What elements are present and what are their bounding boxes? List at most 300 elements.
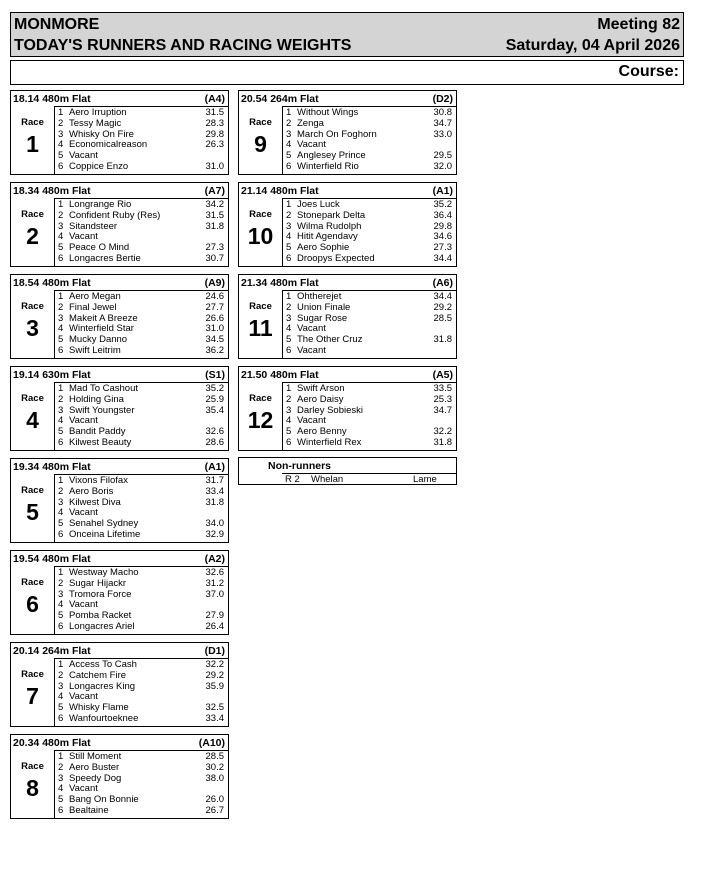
- dog-name: Onceina Lifetime: [69, 529, 141, 540]
- race-number: 10: [247, 223, 274, 249]
- dog-name: Catchem Fire: [69, 669, 127, 681]
- race-grade: (A5): [432, 369, 453, 381]
- dog-name: Makeit A Breeze: [69, 312, 138, 324]
- dog-name: Longacres Bertie: [69, 253, 141, 264]
- dog-name: Mucky Danno: [69, 334, 128, 346]
- race-card: [238, 274, 457, 359]
- dog-weight: 29.2: [433, 301, 452, 313]
- trap-number: 5: [58, 518, 64, 530]
- runner-row: [283, 313, 458, 324]
- dog-weight: 35.4: [205, 404, 224, 416]
- race-grade: (D1): [204, 645, 225, 657]
- race-label: Race: [21, 301, 44, 312]
- dog-weight: 27.3: [205, 242, 224, 254]
- course-label: Course:: [618, 63, 679, 80]
- trap-number: 4: [286, 323, 292, 335]
- dog-weight: 26.4: [205, 621, 224, 632]
- trap-number: 6: [286, 161, 292, 172]
- trap-number: 2: [58, 485, 64, 497]
- dog-name: Sugar Hijackr: [69, 577, 127, 589]
- runner-row: [283, 302, 458, 313]
- dog-name: March On Foghorn: [297, 128, 377, 140]
- runner-row: [283, 253, 458, 264]
- dog-name: Swift Youngster: [69, 404, 135, 416]
- trap-number: 4: [58, 139, 64, 151]
- dog-name: Westway Macho: [69, 567, 139, 578]
- race-title: 18.54 480m Flat: [13, 277, 91, 289]
- dog-name: Bandit Paddy: [69, 426, 126, 438]
- dog-name: Peace O Mind: [69, 242, 130, 254]
- race-label: Race: [249, 301, 272, 312]
- dog-name: Whisky On Fire: [69, 128, 134, 140]
- trap-number: 2: [58, 209, 64, 221]
- dog-name: Access To Cash: [69, 659, 137, 670]
- race-grade: (A6): [432, 277, 453, 289]
- trap-number: 3: [58, 128, 64, 140]
- dog-name: Speedy Dog: [69, 772, 122, 784]
- runner-row: [55, 231, 230, 242]
- trap-number: 5: [58, 426, 64, 438]
- runner-row: [55, 497, 230, 508]
- runner-row: [283, 345, 458, 356]
- runner-row: [55, 150, 230, 161]
- dog-name: Still Moment: [69, 751, 122, 762]
- runner-row: [55, 578, 230, 589]
- dog-weight: 25.9: [205, 393, 224, 405]
- runner-row: [55, 751, 230, 762]
- dog-weight: 34.6: [433, 231, 452, 243]
- dog-weight: 28.5: [433, 312, 452, 324]
- report-subtitle: TODAY'S RUNNERS AND RACING WEIGHTS: [14, 37, 352, 54]
- dog-name: Aero Daisy: [297, 393, 344, 405]
- dog-name: Holding Gina: [69, 393, 124, 405]
- dog-name: Winterfield Rex: [297, 437, 362, 448]
- trap-number: 6: [286, 437, 292, 448]
- race-grade: (A4): [204, 93, 225, 105]
- trap-number: 5: [58, 702, 64, 714]
- trap-number: 5: [58, 242, 64, 254]
- trap-number: 6: [58, 529, 64, 540]
- trap-number: 5: [58, 150, 64, 162]
- runner-list: [54, 382, 229, 451]
- runner-row: [283, 199, 458, 210]
- runner-row: [55, 475, 230, 486]
- runner-list: [282, 382, 457, 451]
- dog-weight: 34.0: [205, 518, 224, 530]
- trap-number: 2: [58, 669, 64, 681]
- trap-number: 4: [58, 231, 64, 243]
- trap-number: 4: [286, 415, 292, 427]
- runner-row: [283, 118, 458, 129]
- race-card: [10, 182, 229, 267]
- dog-weight: 27.7: [205, 301, 224, 313]
- dog-name: Confident Ruby (Res): [69, 209, 161, 221]
- meeting-date: Saturday, 04 April 2026: [505, 37, 680, 54]
- trap-number: 1: [286, 383, 292, 394]
- runner-row: [283, 242, 458, 253]
- trap-number: 3: [58, 404, 64, 416]
- report-header: [10, 12, 684, 57]
- trap-number: 2: [58, 393, 64, 405]
- trap-number: 6: [58, 805, 64, 816]
- trap-number: 2: [58, 301, 64, 313]
- runner-row: [283, 129, 458, 140]
- dog-weight: 34.4: [433, 291, 452, 302]
- race-number: 3: [26, 315, 39, 341]
- dog-weight: 31.8: [205, 496, 224, 508]
- dog-weight: 30.7: [205, 253, 224, 264]
- race-title: 20.54 264m Flat: [241, 93, 319, 105]
- dog-name: Tromora Force: [69, 588, 132, 600]
- trap-number: 2: [58, 577, 64, 589]
- trap-number: 4: [58, 507, 64, 519]
- race-title: 18.14 480m Flat: [13, 93, 91, 105]
- trap-number: 4: [58, 323, 64, 335]
- race-label: Race: [21, 485, 44, 496]
- race-label: Race: [21, 209, 44, 220]
- trap-number: 3: [286, 312, 292, 324]
- dog-weight: 31.0: [205, 161, 224, 172]
- dog-name: Union Finale: [297, 301, 351, 313]
- runner-row: [55, 426, 230, 437]
- runner-row: [55, 621, 230, 632]
- dog-weight: 35.2: [205, 383, 224, 394]
- non-runners-title: Non-runners: [268, 460, 331, 472]
- runner-list: [54, 106, 229, 175]
- dog-weight: 32.6: [205, 426, 224, 438]
- dog-name: Joes Luck: [297, 199, 340, 210]
- dog-name: Coppice Enzo: [69, 161, 129, 172]
- race-title: 19.54 480m Flat: [13, 553, 91, 565]
- dog-name: Aero Buster: [69, 761, 120, 773]
- runner-row: [55, 702, 230, 713]
- trap-number: 5: [58, 610, 64, 622]
- dog-name: Vacant: [297, 345, 326, 356]
- dog-weight: 31.5: [205, 107, 224, 118]
- trap-number: 3: [286, 128, 292, 140]
- runner-row: [55, 610, 230, 621]
- trap-number: 6: [58, 437, 64, 448]
- dog-name: Aero Irruption: [69, 107, 127, 118]
- trap-number: 3: [58, 312, 64, 324]
- dog-weight: 32.0: [433, 161, 452, 172]
- race-number: 11: [248, 315, 273, 341]
- dog-name: Vacant: [69, 231, 98, 243]
- runner-row: [55, 486, 230, 497]
- dog-weight: 32.2: [205, 659, 224, 670]
- dog-weight: 26.6: [205, 312, 224, 324]
- runner-row: [283, 139, 458, 150]
- dog-weight: 29.8: [205, 128, 224, 140]
- runner-row: [55, 199, 230, 210]
- dog-weight: 26.7: [205, 805, 224, 816]
- trap-number: 1: [286, 199, 292, 210]
- trap-number: 1: [58, 199, 64, 210]
- trap-number: 3: [286, 220, 292, 232]
- dog-weight: 29.8: [433, 220, 452, 232]
- non-runner-dog: Whelan: [311, 474, 344, 485]
- runner-row: [55, 323, 230, 334]
- trap-number: 1: [58, 659, 64, 670]
- race-label: Race: [249, 117, 272, 128]
- race-grade: (A1): [432, 185, 453, 197]
- dog-weight: 32.6: [205, 567, 224, 578]
- dog-weight: 31.2: [205, 577, 224, 589]
- dog-name: Anglesey Prince: [297, 150, 366, 162]
- dog-name: Final Jewel: [69, 301, 117, 313]
- dog-name: Vacant: [297, 139, 326, 151]
- dog-weight: 29.5: [433, 150, 452, 162]
- runner-row: [283, 334, 458, 345]
- dog-name: Without Wings: [297, 107, 359, 118]
- runner-row: [55, 670, 230, 681]
- trap-number: 2: [58, 117, 64, 129]
- trap-number: 3: [58, 220, 64, 232]
- trap-number: 3: [286, 404, 292, 416]
- race-number: 7: [26, 683, 39, 709]
- dog-weight: 31.7: [205, 475, 224, 486]
- dog-name: Ohtherejet: [297, 291, 342, 302]
- dog-weight: 34.7: [433, 404, 452, 416]
- dog-name: Kilwest Diva: [69, 496, 121, 508]
- dog-name: Vacant: [297, 415, 326, 427]
- race-number: 8: [26, 775, 39, 801]
- runner-row: [55, 713, 230, 724]
- runner-row: [55, 783, 230, 794]
- dog-name: Winterfield Star: [69, 323, 134, 335]
- dog-weight: 34.5: [205, 334, 224, 346]
- dog-name: The Other Cruz: [297, 334, 363, 346]
- trap-number: 6: [58, 713, 64, 724]
- runner-row: [283, 383, 458, 394]
- runner-row: [283, 221, 458, 232]
- dog-name: Aero Boris: [69, 485, 114, 497]
- race-grade: (S1): [205, 369, 225, 381]
- dog-weight: 33.4: [205, 485, 224, 497]
- runner-row: [55, 681, 230, 692]
- dog-name: Senahel Sydney: [69, 518, 139, 530]
- race-grade: (A2): [204, 553, 225, 565]
- dog-name: Vacant: [69, 691, 98, 703]
- dog-weight: 31.8: [205, 220, 224, 232]
- trap-number: 5: [58, 334, 64, 346]
- dog-name: Pomba Racket: [69, 610, 132, 622]
- race-number: 12: [247, 407, 274, 433]
- dog-name: Swift Leitrim: [69, 345, 121, 356]
- dog-weight: 28.3: [205, 117, 224, 129]
- dog-name: Kilwest Beauty: [69, 437, 132, 448]
- trap-number: 6: [286, 253, 292, 264]
- trap-number: 4: [286, 231, 292, 243]
- dog-weight: 31.8: [433, 437, 452, 448]
- dog-weight: 31.0: [205, 323, 224, 335]
- trap-number: 5: [58, 794, 64, 806]
- race-grade: (A1): [204, 461, 225, 473]
- runner-row: [55, 529, 230, 540]
- race-number: 1: [26, 131, 39, 157]
- dog-weight: 26.3: [205, 139, 224, 151]
- non-runner-reason: Lame: [413, 474, 437, 485]
- runner-row: [55, 437, 230, 448]
- dog-name: Sitandsteer: [69, 220, 118, 232]
- race-label: Race: [21, 393, 44, 404]
- runner-list: [54, 290, 229, 359]
- trap-number: 4: [58, 783, 64, 795]
- runner-row: [55, 253, 230, 264]
- dog-name: Vacant: [69, 783, 98, 795]
- trap-number: 6: [58, 161, 64, 172]
- runner-row: [283, 394, 458, 405]
- race-title: 18.34 480m Flat: [13, 185, 91, 197]
- trap-number: 6: [58, 621, 64, 632]
- trap-number: 4: [58, 599, 64, 611]
- race-number: 6: [26, 591, 39, 617]
- race-card: [10, 366, 229, 451]
- runner-row: [283, 107, 458, 118]
- dog-name: Aero Benny: [297, 426, 347, 438]
- race-label: Race: [21, 669, 44, 680]
- runner-row: [55, 518, 230, 529]
- race-number: 2: [26, 223, 39, 249]
- runner-list: [54, 566, 229, 635]
- runner-row: [55, 242, 230, 253]
- runner-row: [55, 762, 230, 773]
- runner-row: [55, 161, 230, 172]
- dog-name: Vacant: [69, 415, 98, 427]
- trap-number: 1: [286, 107, 292, 118]
- runner-row: [55, 589, 230, 600]
- race-title: 20.14 264m Flat: [13, 645, 91, 657]
- trap-number: 2: [286, 393, 292, 405]
- trap-number: 5: [286, 150, 292, 162]
- trap-number: 6: [58, 253, 64, 264]
- trap-number: 4: [286, 139, 292, 151]
- runner-row: [283, 415, 458, 426]
- runner-row: [55, 107, 230, 118]
- dog-weight: 33.4: [205, 713, 224, 724]
- dog-name: Tessy Magic: [69, 117, 122, 129]
- dog-weight: 34.2: [205, 199, 224, 210]
- dog-name: Sugar Rose: [297, 312, 348, 324]
- race-number: 4: [26, 407, 39, 433]
- runner-row: [55, 313, 230, 324]
- dog-name: Longacres Ariel: [69, 621, 135, 632]
- dog-weight: 24.6: [205, 291, 224, 302]
- trap-number: 2: [286, 209, 292, 221]
- race-card: [10, 90, 229, 175]
- runner-row: [55, 345, 230, 356]
- runner-row: [55, 210, 230, 221]
- dog-name: Swift Arson: [297, 383, 345, 394]
- dog-weight: 30.8: [433, 107, 452, 118]
- runner-row: [55, 383, 230, 394]
- track-name: MONMORE: [14, 16, 100, 33]
- dog-weight: 38.0: [205, 772, 224, 784]
- dog-name: Vacant: [69, 507, 98, 519]
- runner-list: [54, 658, 229, 727]
- dog-weight: 30.2: [205, 761, 224, 773]
- dog-weight: 35.2: [433, 199, 452, 210]
- non-runner-race: R 2: [285, 474, 300, 485]
- runner-list: [282, 290, 457, 359]
- runner-row: [55, 415, 230, 426]
- race-card: [10, 642, 229, 727]
- meeting-number: Meeting 82: [597, 16, 680, 33]
- race-card: [10, 734, 229, 819]
- dog-name: Bealtaine: [69, 805, 109, 816]
- runner-row: [283, 323, 458, 334]
- runner-row: [55, 302, 230, 313]
- non-runners-box: [238, 457, 457, 485]
- dog-name: Zenga: [297, 117, 324, 129]
- dog-weight: 26.0: [205, 794, 224, 806]
- runner-row: [55, 129, 230, 140]
- runner-row: [283, 210, 458, 221]
- dog-name: Vixons Filofax: [69, 475, 128, 486]
- race-grade: (A7): [204, 185, 225, 197]
- runner-list: [282, 198, 457, 267]
- course-bar: [10, 60, 684, 85]
- runner-row: [55, 291, 230, 302]
- trap-number: 3: [58, 496, 64, 508]
- dog-weight: 25.3: [433, 393, 452, 405]
- dog-weight: 31.8: [433, 334, 452, 346]
- dog-name: Hitit Agendavy: [297, 231, 358, 243]
- dog-weight: 35.9: [205, 680, 224, 692]
- dog-weight: 36.2: [205, 345, 224, 356]
- trap-number: 1: [58, 107, 64, 118]
- dog-name: Whisky Flame: [69, 702, 129, 714]
- runner-row: [55, 334, 230, 345]
- dog-name: Wanfourtoeknee: [69, 713, 139, 724]
- dog-weight: 33.5: [433, 383, 452, 394]
- runner-row: [55, 599, 230, 610]
- trap-number: 4: [58, 415, 64, 427]
- race-card: [238, 366, 457, 451]
- runner-list: [54, 750, 229, 819]
- dog-weight: 27.9: [205, 610, 224, 622]
- trap-number: 1: [58, 383, 64, 394]
- runner-row: [55, 567, 230, 578]
- race-label: Race: [21, 761, 44, 772]
- runner-row: [55, 507, 230, 518]
- runner-row: [283, 161, 458, 172]
- trap-number: 5: [286, 334, 292, 346]
- dog-name: Vacant: [69, 150, 98, 162]
- dog-name: Wilma Rudolph: [297, 220, 362, 232]
- race-label: Race: [249, 209, 272, 220]
- runner-row: [55, 773, 230, 784]
- runner-row: [283, 405, 458, 416]
- runner-row: [55, 794, 230, 805]
- race-title: 19.34 480m Flat: [13, 461, 91, 473]
- runner-row: [55, 394, 230, 405]
- race-grade: (A10): [198, 737, 225, 749]
- dog-weight: 34.7: [433, 117, 452, 129]
- dog-weight: 29.2: [205, 669, 224, 681]
- dog-name: Winterfield Rio: [297, 161, 359, 172]
- dog-weight: 36.4: [433, 209, 452, 221]
- race-card: [10, 274, 229, 359]
- race-card: [238, 182, 457, 267]
- dog-name: Darley Sobieski: [297, 404, 363, 416]
- dog-weight: 37.0: [205, 588, 224, 600]
- dog-weight: 27.3: [433, 242, 452, 254]
- runner-row: [55, 118, 230, 129]
- dog-name: Droopys Expected: [297, 253, 375, 264]
- runner-row: [283, 437, 458, 448]
- dog-weight: 28.6: [205, 437, 224, 448]
